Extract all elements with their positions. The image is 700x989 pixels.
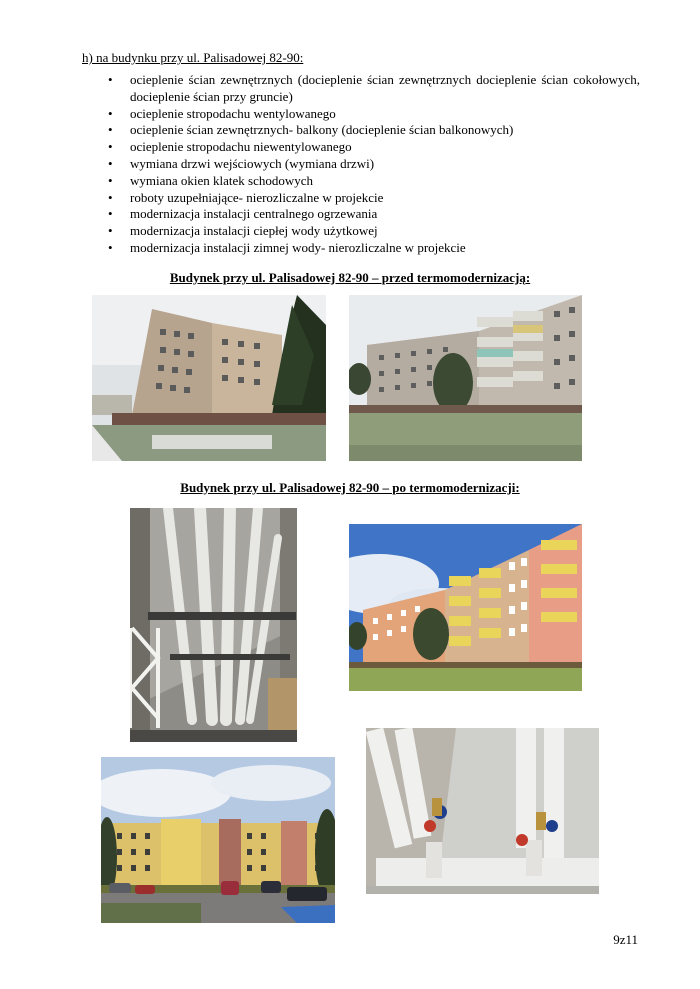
section-heading: h) na budynku przy ul. Palisadowej 82-90: <box>82 50 304 65</box>
list-item: • ocieplenie ścian zewnętrznych (docieplenie ścian zewnętrznych docieplenie ścian cokołowych, docieplenie ścian przy gruncie) <box>108 72 640 104</box>
list-item: • modernizacja instalacji centralnego ogrzewania <box>108 206 378 222</box>
list-item: • modernizacja instalacji ciepłej wody użytkowej <box>108 223 378 239</box>
list-item: • ocieplenie stropodachu wentylowanego <box>108 105 336 121</box>
photo-before-long-block <box>349 295 582 461</box>
list-item: • roboty uzupełniające- nierozliczalne w projekcie <box>108 189 384 205</box>
photo-after-pipes-valves <box>366 728 599 894</box>
list-item: • modernizacja instalacji zimnej wody- nierozliczalne w projekcie <box>108 239 466 255</box>
photo-after-insulated-pipes-ceiling <box>130 508 297 742</box>
page-number: 9z11 <box>613 932 638 947</box>
photo-after-insulated-block <box>349 524 582 691</box>
list-item: • ocieplenie ścian zewnętrznych- balkony (docieplenie ścian balkonowych) <box>108 122 514 138</box>
list-item: • ocieplenie stropodachu niewentylowanego <box>108 139 352 155</box>
list-item: • wymiana drzwi wejściowych (wymiana drzwi) <box>108 155 375 171</box>
caption-after: Budynek przy ul. Palisadowej 82-90 – po termomodernizacji: <box>180 480 520 495</box>
photo-before-building-corner <box>92 295 326 461</box>
caption-before: Budynek przy ul. Palisadowej 82-90 – przed termomodernizacją: <box>169 270 531 285</box>
list-item: • wymiana okien klatek schodowych <box>108 172 314 188</box>
photo-after-courtyard-parking <box>101 757 335 923</box>
scope-of-works-list <box>108 72 640 257</box>
